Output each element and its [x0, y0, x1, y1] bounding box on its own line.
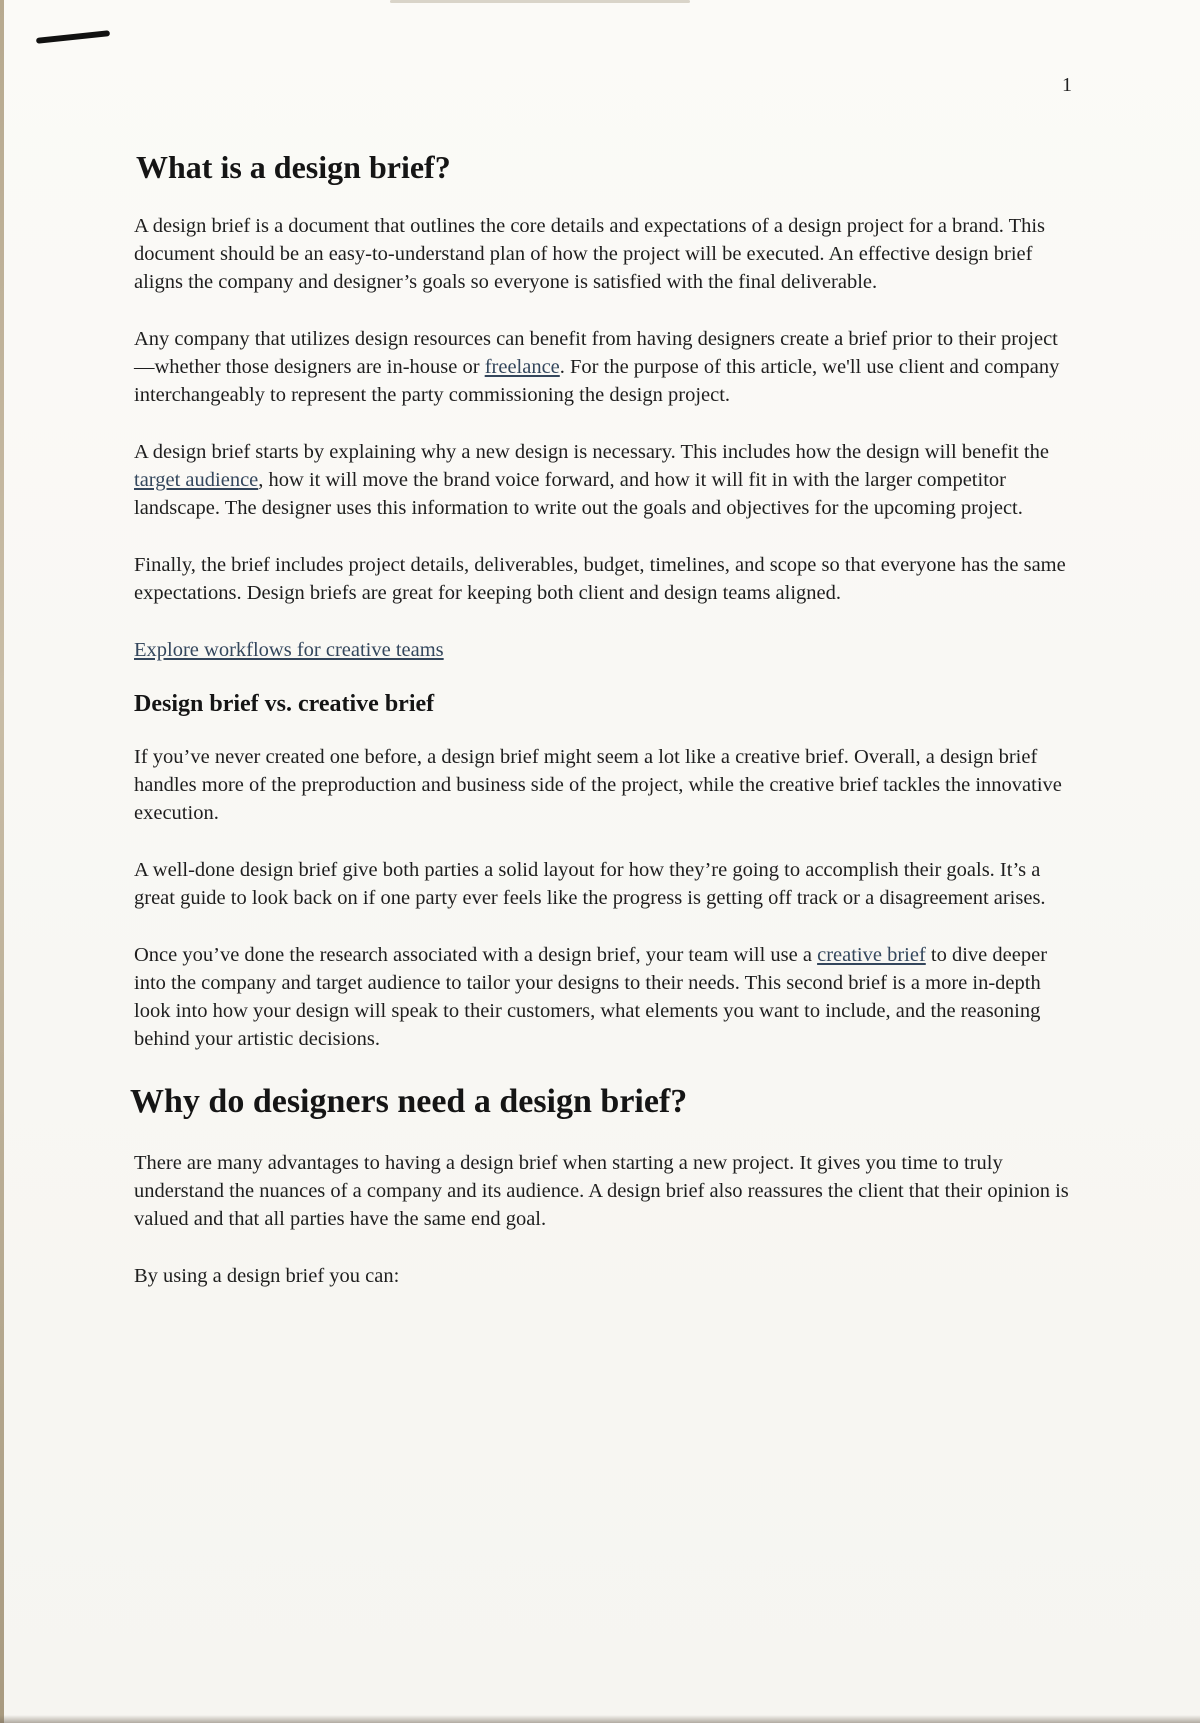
paragraph-6: A well-done design brief give both parties a solid layout for how they’re going to accomplish their goals. It’s a great guide to look back on if one party ever feels like the progress is getting off track or a disagreement arises. — [134, 859, 1046, 910]
heading-why-designers-need-brief: Why do designers need a design brief? — [130, 1083, 688, 1121]
target-audience-link[interactable]: target audience — [134, 469, 259, 492]
paragraph-1: A design brief is a document that outlines the core details and expectations of a design project for a brand. This document should be an easy-to-understand plan of how the project will be executed. An effective design brief aligns the company and designer’s goals so everyone is satisfied with the final deliverable. — [134, 215, 1046, 294]
freelance-link[interactable]: freelance — [484, 356, 560, 379]
paragraph-2-text-a: Any company that utilizes design resources can benefit from having designers create a brief prior to their project—whether those designers are in-house or — [134, 328, 1058, 379]
paper-edge-left — [0, 0, 4, 1723]
paragraph-9: By using a design brief you can: — [134, 1264, 400, 1287]
document-body — [130, 148, 1075, 1319]
paragraph-2 — [134, 325, 1075, 409]
paragraph-3 — [134, 438, 1075, 522]
heading-design-vs-creative-brief: Design brief vs. creative brief — [134, 691, 435, 718]
paper-edge-bottom — [0, 1715, 1200, 1723]
paragraph-3-text-a: A design brief starts by explaining why a new design is necessary. This includes how the design will benefit the — [134, 441, 1049, 464]
paragraph-3-text-b: , how it will move the brand voice forward, and how it will fit in with the larger competitor landscape. The designer uses this information to write out the goals and objectives for the upcoming project. — [134, 469, 1023, 520]
paragraph-7 — [134, 941, 1075, 1053]
heading-what-is-design-brief: What is a design brief? — [136, 149, 451, 185]
paragraph-4: Finally, the brief includes project details, deliverables, budget, timelines, and scope so that everyone has the same expectations. Design briefs are great for keeping both client and design teams aligned. — [134, 554, 1066, 605]
paragraph-7-text-b: to dive deeper into the company and target audience to tailor your designs to their needs. This second brief is a more in-depth look into how your design will speak to their customers, what elements you want to include, and the reasoning behind your artistic decisions. — [134, 944, 1048, 1051]
paper-edge-top — [390, 0, 690, 3]
paragraph-2-text-b: . For the purpose of this article, we'll use client and company interchangeably to represent the party commissioning the design project. — [134, 356, 1060, 407]
explore-workflows-link[interactable]: Explore workflows for creative teams — [134, 639, 444, 662]
paragraph-5: If you’ve never created one before, a design brief might seem a lot like a creative brief. Overall, a design brief handles more of the preproduction and business side of the project, while the creative brief tackles the innovative execution. — [134, 746, 1062, 825]
page-number: 1 — [1062, 74, 1072, 96]
paragraph-8: There are many advantages to having a design brief when starting a new project. It gives you time to truly understand the nuances of a company and its audience. A design brief also reassures the client that their opinion is valued and that all parties have the same end goal. — [134, 1151, 1069, 1230]
paragraph-7-text-a: Once you’ve done the research associated with a design brief, your team will use a — [134, 944, 818, 967]
creative-brief-link[interactable]: creative brief — [817, 944, 926, 967]
pen-mark — [36, 30, 110, 44]
